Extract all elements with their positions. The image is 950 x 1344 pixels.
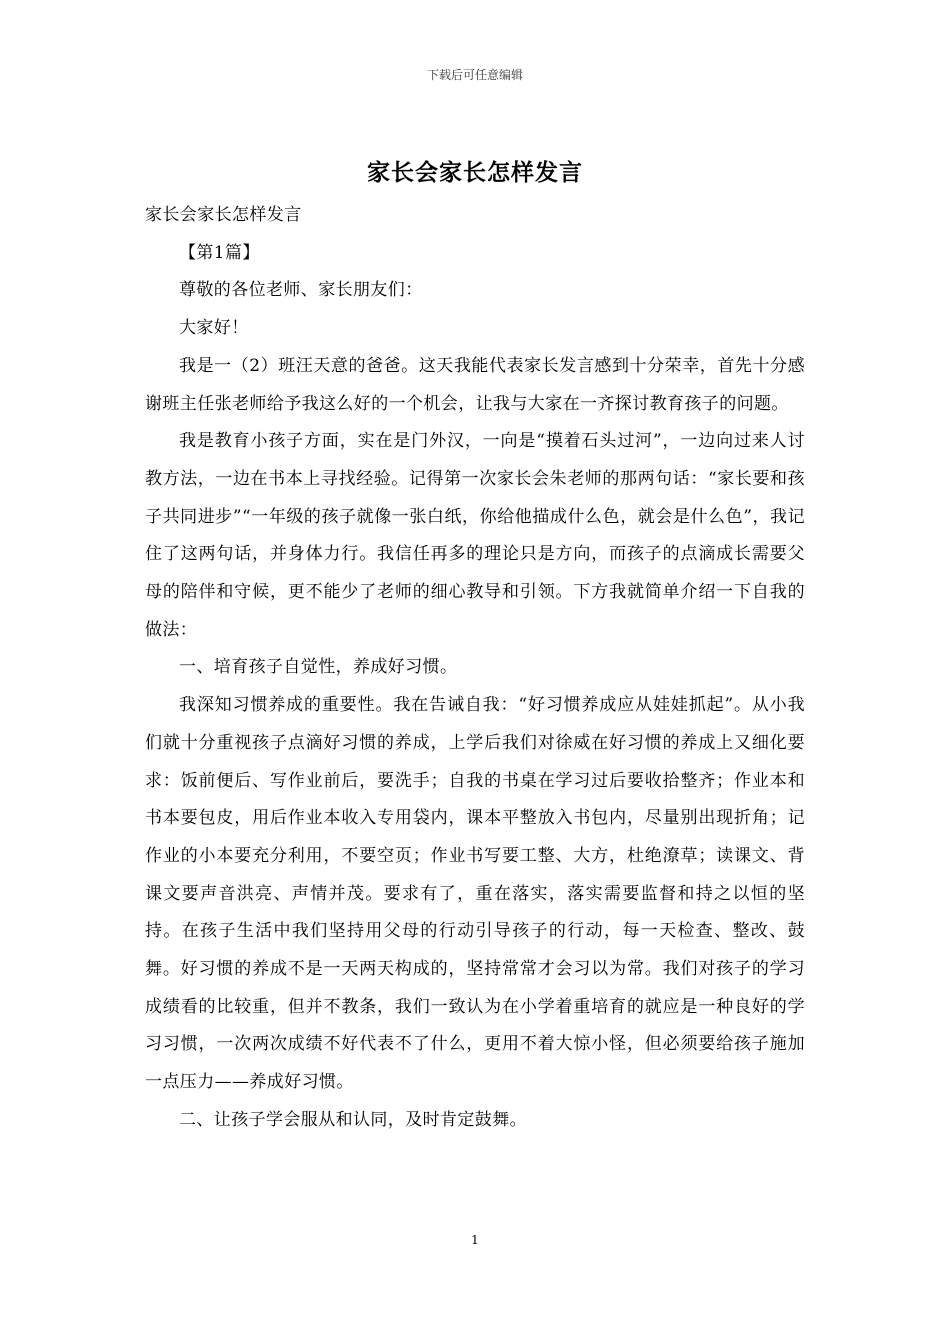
paragraph: 我是一（2）班汪天意的爸爸。这天我能代表家长发言感到十分荣幸，首先十分感谢班主任张老师给予我这么好的一个机会，让我与大家在一齐探讨教育孩子的问题。 (145, 355, 805, 414)
paragraph: 家长会家长怎样发言 (145, 205, 302, 225)
paragraph: 我是教育小孩子方面，实在是门外汉，一向是“摸着石头过河”，一边向过来人讨教方法，一边在书本上寻找经验。记得第一次家长会朱老师的那两句话：“家长要和孩子共同进步”“一年级的孩子就像一张白纸，你给他描成什么色，就会是什么色”，我记住了这两句话，并身体力行。我信任再多的理论只是方向，而孩子的点滴成长需要父母的陪伴和守候，更不能少了老师的细心教导和引领。下方我就简单介绍一下自我的做法： (145, 431, 805, 640)
paragraph: 二、让孩子学会服从和认同，及时肯定鼓舞。 (179, 1109, 527, 1130)
page-header: 下载后可任意编辑 (426, 68, 523, 82)
paragraph: 我深知习惯养成的重要性。我在告诫自我：“好习惯养成应从娃娃抓起”。从小我们就十分重视孩子点滴好习惯的养成，上学后我们对徐威在好习惯的养成上又细化要求：饭前便后、写作业前后，要洗手；自我的书桌在学习过后要收拾整齐；作业本和书本要包皮，用后作业本收入专用袋内，课本平整放入书包内，尽量别出现折角；记作业的小本要充分利用，不要空页；作业书写要工整、大方，杜绝潦草；读课文、背课文要声音洪亮、声情并茂。要求有了，重在落实，落实需要监督和持之以恒的坚持。在孩子生活中我们坚持用父母的行动引导孩子的行动，每一天检查、整改、鼓舞。好习惯的养成不是一天两天构成的，坚持常常才会习以为常。我们对孩子的学习成绩看的比较重，但并不教条，我们一致认为在小学着重培育的就应是一种良好的学习习惯，一次两次成绩不好代表不了什么，更用不着大惊小怪，但必须要给孩子施加一点压力——养成好习惯。 (145, 695, 805, 1093)
page-number: 1 (471, 1233, 479, 1247)
paragraph: 尊敬的各位老师、家长朋友们： (179, 280, 423, 301)
document-body (145, 197, 805, 1140)
document-title: 家长会家长怎样发言 (367, 159, 583, 186)
paragraph: 大家好！ (179, 318, 249, 339)
paragraph: 一、培育孩子自觉性，养成好习惯。 (179, 657, 458, 678)
paragraph: 【第1篇】 (179, 242, 260, 263)
